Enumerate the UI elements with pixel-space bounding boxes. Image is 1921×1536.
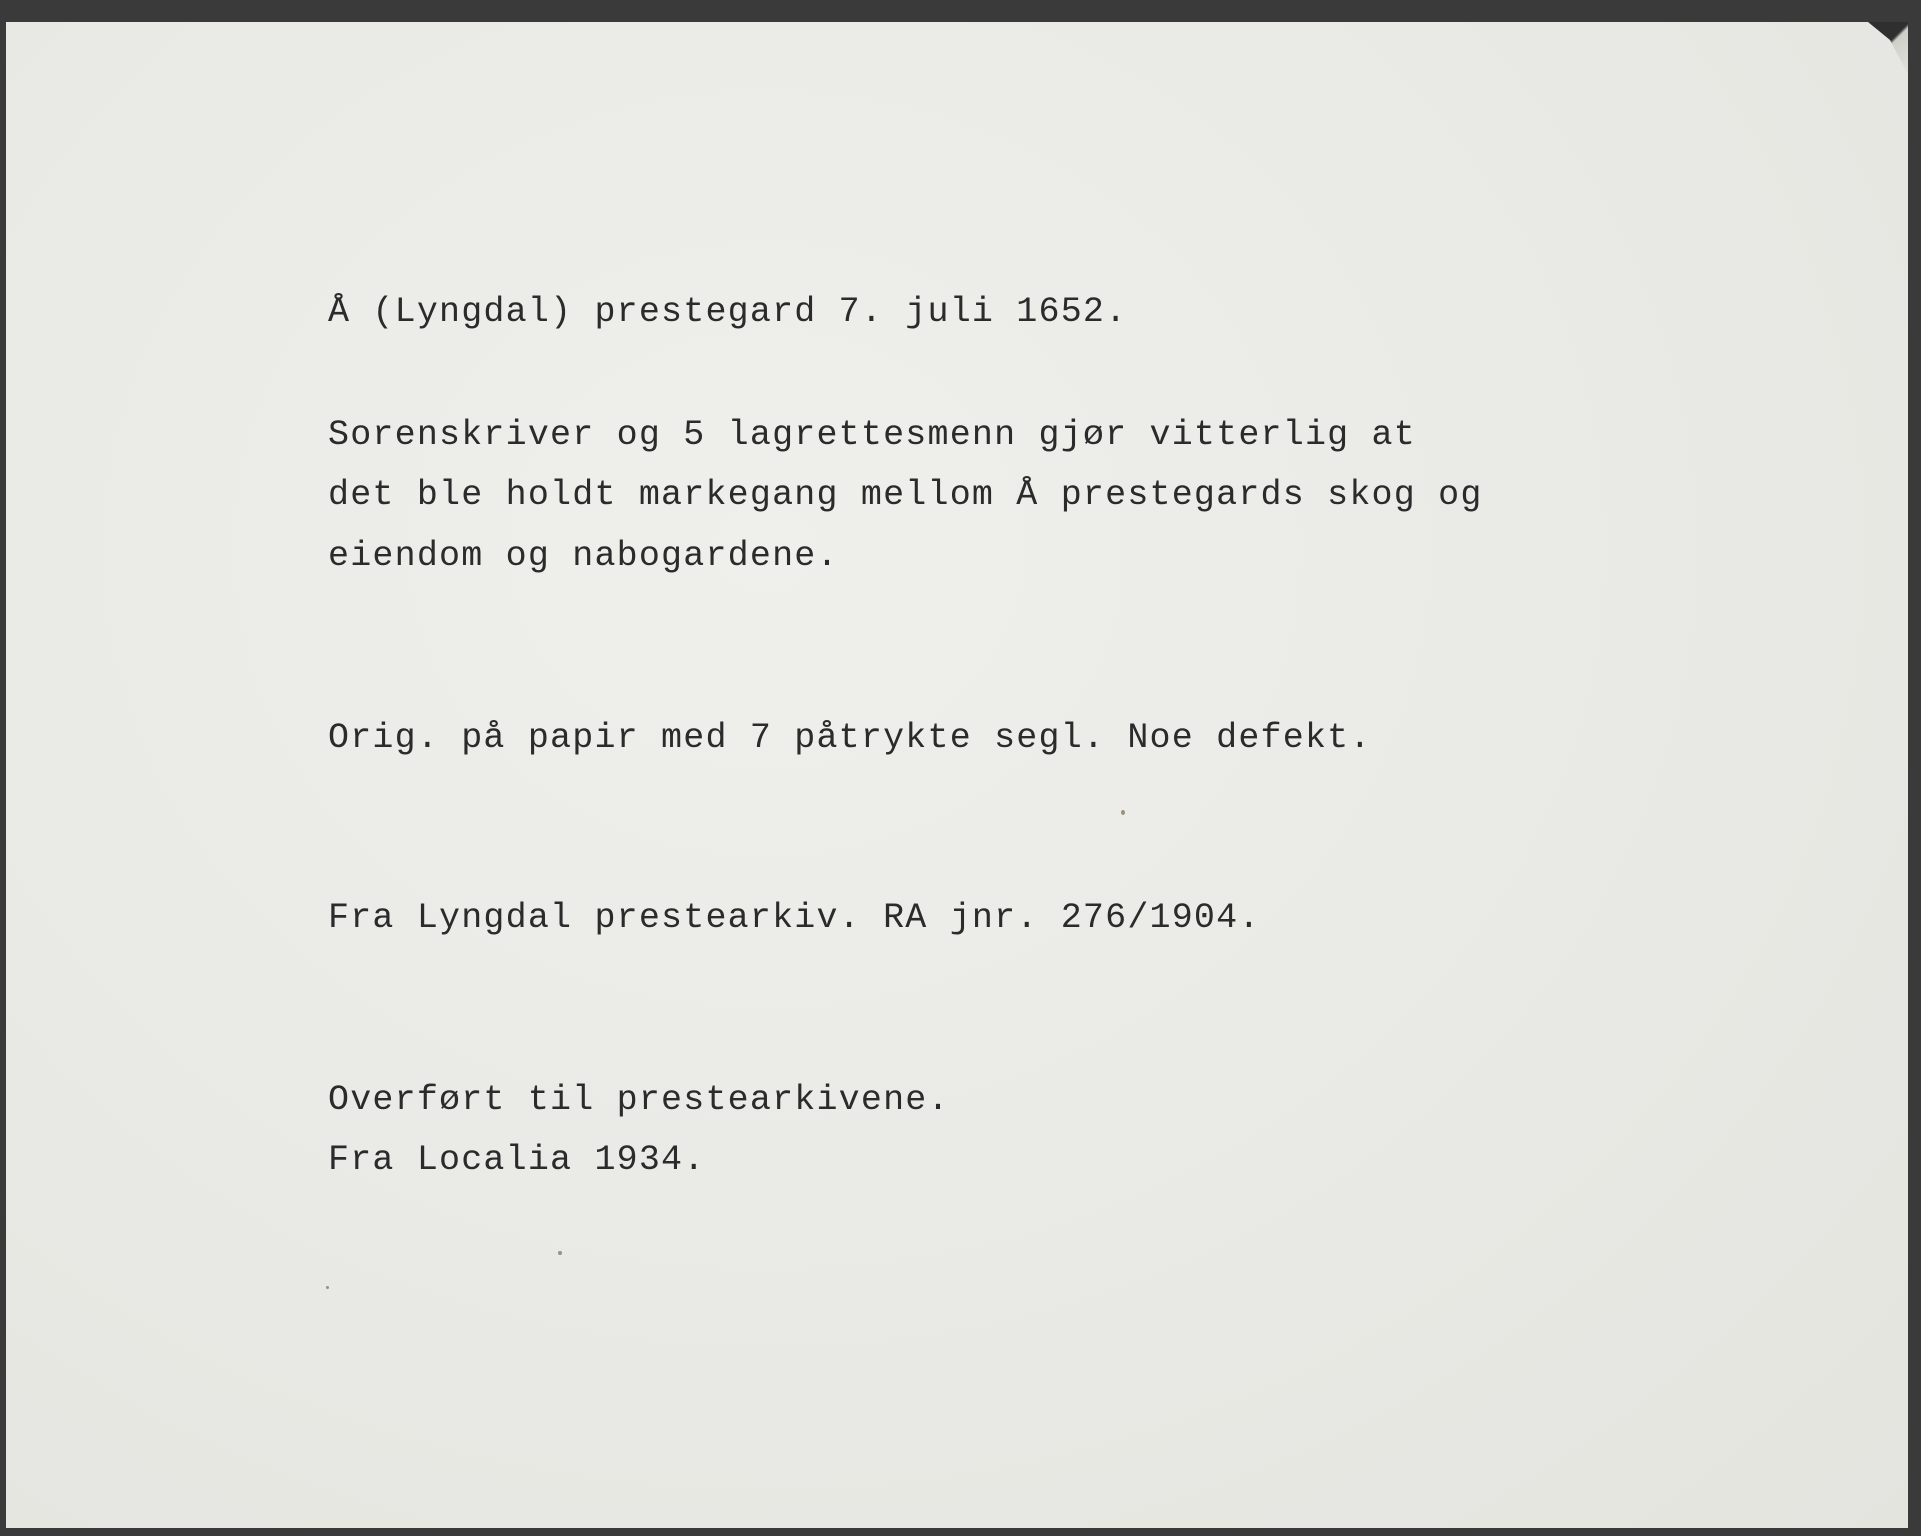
original-note: Orig. på papir med 7 påtrykte segl. Noe defekt.	[328, 718, 1372, 758]
transfer-line: Overført til prestearkivene.	[328, 1080, 950, 1120]
summary-line: Sorenskriver og 5 lagrettesmenn gjør vitterlig at	[328, 415, 1416, 455]
paper-sheet	[6, 22, 1908, 1528]
paper-speck	[326, 1286, 329, 1289]
document-title: Å (Lyngdal) prestegard 7. juli 1652.	[328, 292, 1128, 332]
archive-note: Fra Lyngdal prestearkiv. RA jnr. 276/1904.	[328, 898, 1261, 938]
paper-speck	[1121, 810, 1125, 815]
paper-speck	[558, 1251, 562, 1255]
summary-line: eiendom og nabogardene.	[328, 536, 839, 576]
transfer-line: Fra Localia 1934.	[328, 1140, 706, 1180]
summary-line: det ble holdt markegang mellom Å prestegards skog og	[328, 475, 1483, 515]
